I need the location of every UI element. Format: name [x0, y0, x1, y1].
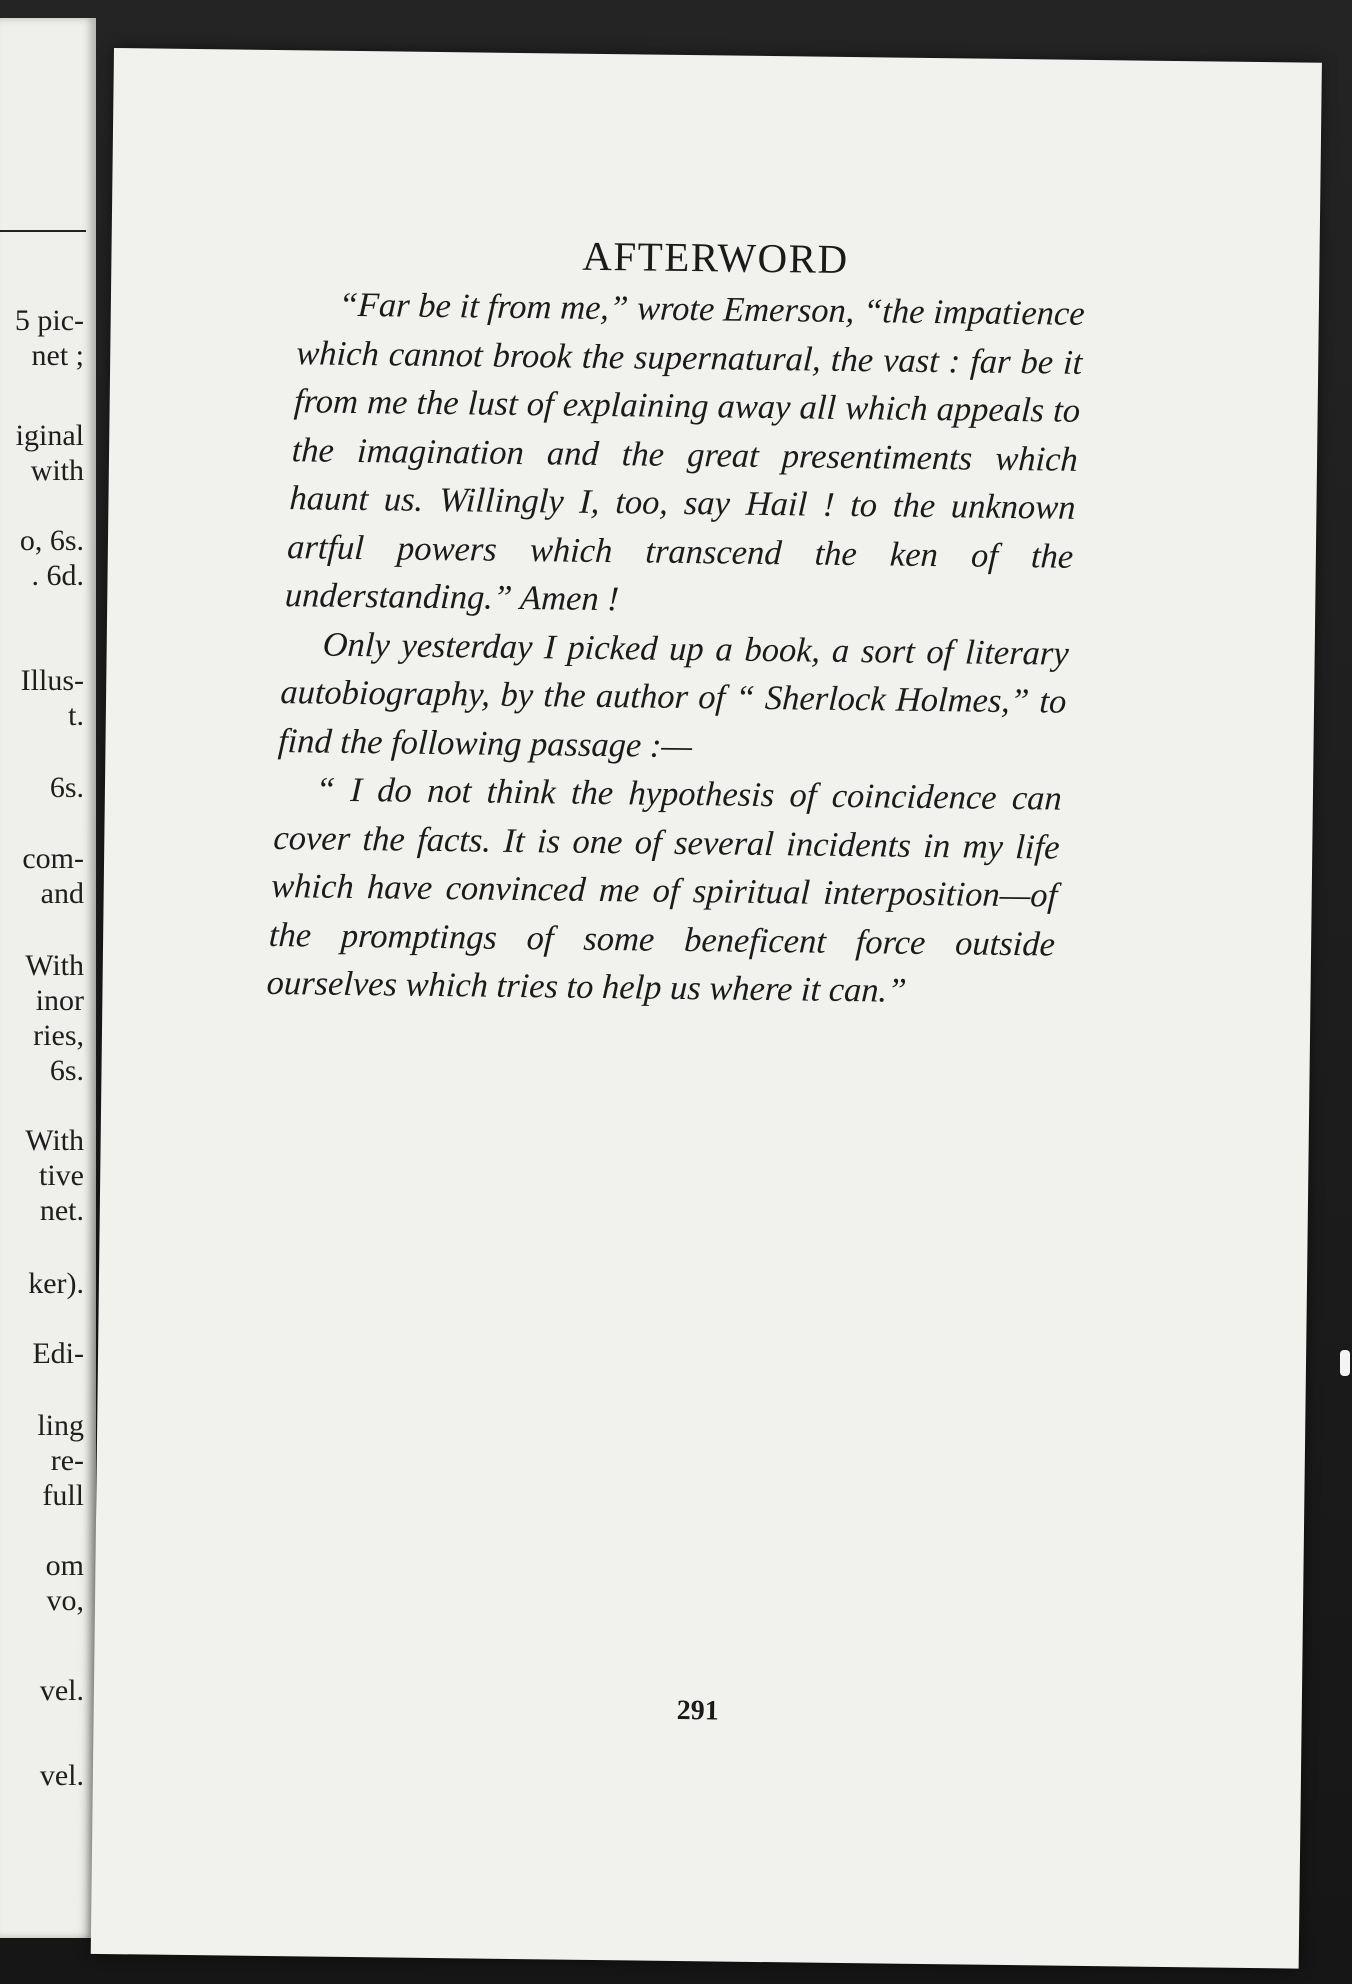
scan-speck [1340, 1350, 1350, 1376]
left-page-fragment: om [45, 1549, 84, 1582]
left-page-fragment: With [25, 1124, 84, 1157]
left-page-fragment: full [42, 1479, 84, 1512]
paragraph-doyle-quote: “ I do not think the hypothesis of coincidence can cover the facts. It is one of several incidents in my life which have convinced me of spiritual interposition—of the promptings of some beneficent force outside ourselves which tries to help us where it can.” [265, 770, 1063, 1010]
left-page-fragment: vo, [46, 1584, 84, 1617]
page-number: 291 [676, 1695, 719, 1727]
left-page-fragment: com- [22, 842, 84, 875]
left-page-fragment: ker). [28, 1267, 84, 1300]
left-page-fragment: tive [39, 1159, 84, 1192]
left-page-fragment: with [30, 454, 84, 487]
page-title: AFTERWORD [582, 232, 849, 282]
left-page-fragment: With [25, 949, 84, 982]
left-page-fragment: t. [68, 699, 84, 732]
left-page-fragment: 6s. [49, 1054, 84, 1087]
left-page-fragment: vel. [39, 1674, 84, 1707]
book-page [91, 48, 1322, 1969]
left-page-fragment: inor [35, 984, 84, 1017]
left-page-fragment: o, 6s. [19, 524, 84, 557]
left-page-fragment: net. [39, 1194, 84, 1227]
left-page-fragment: net ; [31, 339, 84, 372]
left-page-fragment: re- [50, 1444, 84, 1477]
left-page-fragment: and [40, 877, 84, 910]
left-facing-page [0, 18, 96, 1938]
left-page-fragment: iginal [15, 419, 84, 452]
afterword-body [266, 280, 1086, 1017]
left-page-fragment: ling [37, 1409, 84, 1442]
paragraph-emerson-quote: “Far be it from me,” wrote Emerson, “the impatience which cannot brook the supernatural, the vast : far be it from me the lust of explaining away all which appeals to the imagination and the great presentiments which haunt us. Willingly I, too, say Hail ! to the unknown artful powers which transcend the ken of the understanding.” Amen ! [284, 285, 1086, 619]
left-page-fragment: vel. [39, 1759, 84, 1792]
left-page-fragment: ries, [33, 1019, 84, 1052]
left-page-fragment: Illus- [20, 664, 84, 697]
left-page-fragment: Edi- [32, 1337, 84, 1370]
left-page-fragment: 5 pic- [14, 304, 84, 337]
paragraph-only-yesterday: Only yesterday I picked up a book, a sort of literary autobiography, by the author of “ Sherlock Holmes,” to find the following passage :— [277, 625, 1070, 765]
left-page-fragment: 6s. [49, 771, 84, 804]
left-page-rule [0, 230, 86, 232]
page-content [91, 48, 1322, 1969]
left-page-fragment: . 6d. [31, 559, 84, 592]
